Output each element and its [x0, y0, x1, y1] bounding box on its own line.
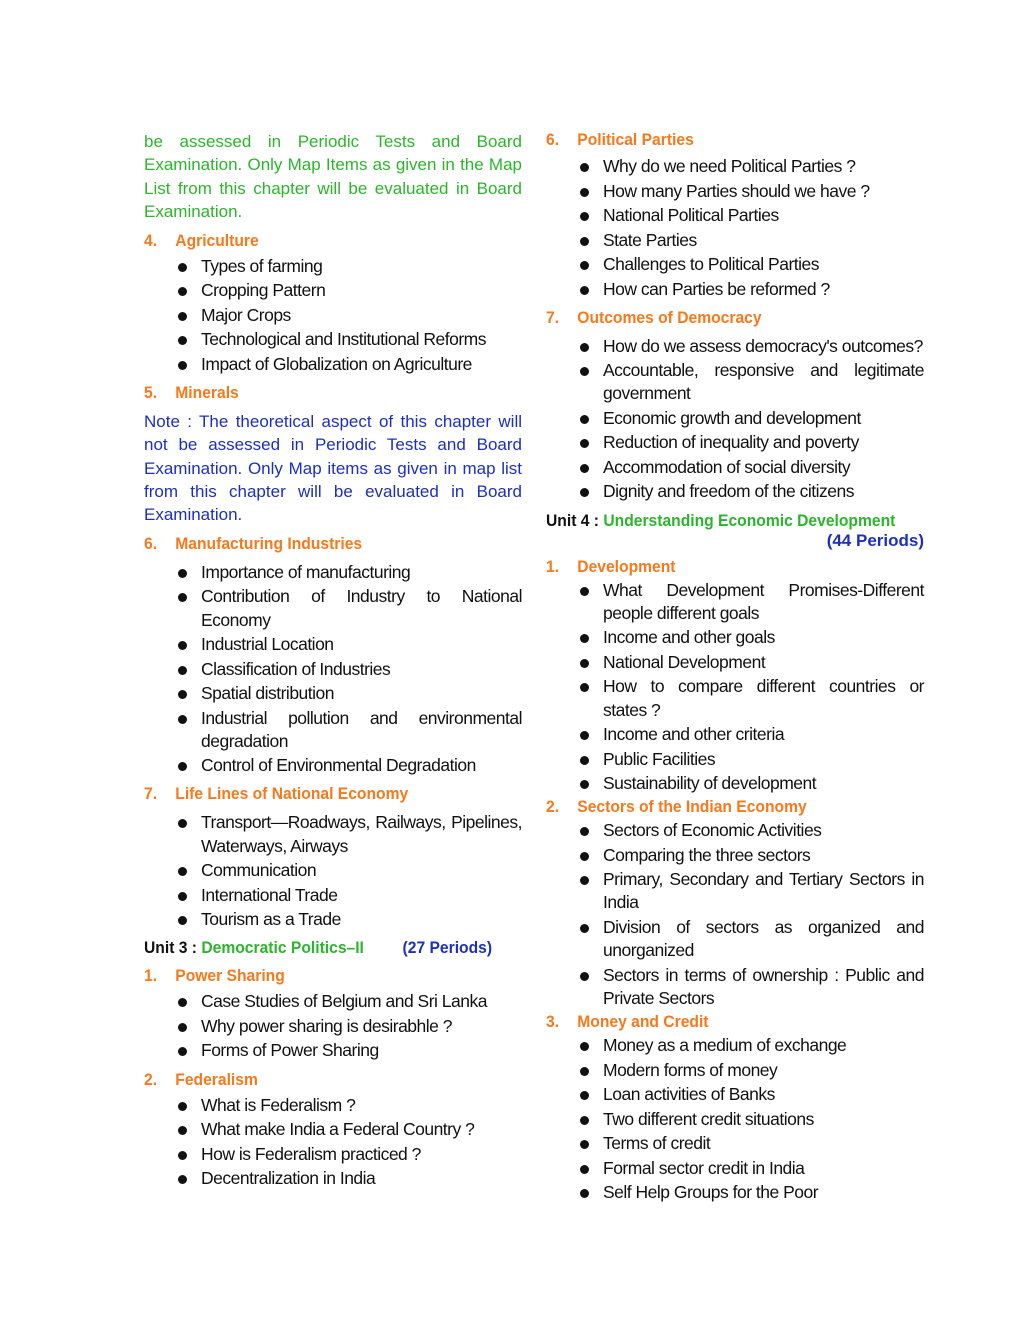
heading-number: 6.: [144, 533, 158, 553]
list-item-text: Tourism as a Trade: [201, 909, 341, 930]
bullet-icon: [580, 1165, 589, 1174]
bullet-icon: [580, 1189, 589, 1198]
heading-development: [546, 557, 894, 577]
list-item: [580, 748, 924, 771]
list-item: [178, 859, 522, 882]
bullet-icon: [178, 762, 187, 771]
list-item-text: Terms of credit: [603, 1133, 711, 1154]
list-item-text: Reduction of inequality and poverty: [603, 432, 859, 453]
list-item: [580, 868, 924, 914]
bullet-icon: [580, 827, 589, 836]
heading-number: 2.: [546, 797, 560, 817]
list-item-text: How is Federalism practiced ?: [201, 1143, 421, 1164]
list-item: [178, 884, 522, 907]
bullet-icon: [580, 163, 589, 172]
heading-federalism: [144, 1070, 492, 1090]
bullet-icon: [178, 867, 187, 876]
bullet-icon: [580, 488, 589, 497]
bullet-icon: [580, 972, 589, 981]
list-item-text: How to compare different countries or states ?: [603, 676, 924, 720]
bullet-icon: [178, 666, 187, 675]
list-item-text: Communication: [201, 860, 317, 881]
bullet-icon: [178, 1175, 187, 1184]
bullet-icon: [178, 263, 187, 272]
unit-label: Unit 4 :: [546, 510, 604, 530]
list-item: [580, 675, 924, 721]
list-item: [178, 1143, 522, 1166]
list-item: [580, 456, 924, 479]
list-item-text: Accommodation of social diversity: [603, 456, 851, 477]
list-item-text: Challenges to Political Parties: [603, 254, 820, 274]
bullet-icon: [580, 439, 589, 448]
list-item: [178, 908, 522, 931]
heading-number: 4.: [144, 230, 158, 250]
list-item-text: International Trade: [201, 884, 338, 905]
left-column: [144, 130, 522, 1192]
list-item-text: National Development: [603, 651, 766, 672]
list-item-text: How many Parties should we have ?: [603, 180, 870, 201]
list-item: [580, 204, 924, 227]
bullet-icon: [580, 659, 589, 668]
list-item: [178, 1015, 522, 1038]
heading-sectors: [546, 797, 894, 817]
list-item: [580, 1034, 924, 1057]
list-item: [580, 335, 924, 358]
list-item: [580, 407, 924, 430]
unit-4-heading: [546, 511, 894, 531]
bullet-icon: [178, 569, 187, 578]
bullet-icon: [178, 819, 187, 828]
bullet-icon: [178, 1023, 187, 1032]
list-item: [178, 328, 522, 351]
list-item-text: Public Facilities: [603, 748, 716, 769]
list-item-text: Types of farming: [201, 255, 323, 276]
unit-periods: (44 Periods): [826, 530, 924, 550]
heading-outcomes: [546, 308, 894, 328]
bullet-icon: [178, 1151, 187, 1160]
heading-title: Manufacturing Industries: [175, 533, 363, 553]
list-item: [178, 707, 522, 753]
heading-title: Money and Credit: [577, 1012, 709, 1032]
bullet-icon: [178, 998, 187, 1007]
list-item-text: Sectors in terms of ownership : Public and Private Sectors: [603, 964, 924, 1008]
bullet-icon: [580, 188, 589, 197]
list-item: [178, 353, 522, 376]
right-column: [546, 130, 924, 1206]
bullet-icon: [178, 312, 187, 321]
list-item-text: Self Help Groups for the Poor: [603, 1182, 819, 1203]
list-item: [580, 480, 924, 503]
list-item-text: Transport—Roadways, Railways, Pipelines, Waterways, Airways: [201, 812, 522, 856]
bullet-icon: [178, 916, 187, 925]
development-list: [546, 579, 924, 796]
list-item-text: Comparing the three sectors: [603, 844, 811, 865]
list-item: [580, 180, 924, 203]
list-item-text: Dignity and freedom of the citizens: [603, 481, 854, 502]
list-item-text: State Parties: [603, 229, 697, 250]
bullet-icon: [580, 212, 589, 221]
heading-number: 3.: [546, 1012, 560, 1032]
heading-title: Sectors of the Indian Economy: [577, 797, 807, 817]
list-item: [580, 1181, 924, 1204]
power-sharing-list: [144, 990, 522, 1062]
list-item-text: Spatial distribution: [201, 683, 334, 704]
list-item-text: Division of sectors as organized and unorganized: [603, 916, 924, 961]
heading-number: 5.: [144, 382, 158, 402]
list-item-text: How do we assess democracy's outcomes?: [603, 335, 923, 356]
list-item: [178, 754, 522, 777]
list-item: [178, 1167, 522, 1190]
bullet-icon: [580, 587, 589, 596]
intro-paragraph: be assessed in Periodic Tests and Board Examination. Only Map Items as given in the Map List from this chapter will be evaluated in Board Examination.: [144, 132, 522, 222]
heading-title: Life Lines of National Economy: [175, 784, 409, 804]
bullet-icon: [178, 1047, 187, 1056]
list-item-text: How can Parties be reformed ?: [603, 278, 830, 299]
list-item-text: What is Federalism ?: [201, 1094, 356, 1115]
list-item-text: Two different credit situations: [603, 1108, 814, 1129]
money-list: [546, 1034, 924, 1204]
heading-political-parties: [546, 130, 894, 150]
unit-title: Democratic Politics–II: [201, 938, 364, 958]
heading-title: Development: [577, 556, 676, 576]
heading-number: 2.: [144, 1069, 158, 1089]
bullet-icon: [178, 690, 187, 699]
list-item: [178, 633, 522, 656]
list-item: [580, 431, 924, 454]
sectors-list: [546, 819, 924, 1010]
unit-label: Unit 3 :: [144, 938, 202, 958]
bullet-icon: [580, 1042, 589, 1051]
list-item: [580, 278, 924, 301]
heading-title: Outcomes of Democracy: [577, 307, 762, 327]
list-item-text: Importance of manufacturing: [201, 561, 411, 582]
bullet-icon: [178, 641, 187, 650]
lifelines-list: [144, 811, 522, 931]
list-item: [580, 723, 924, 746]
heading-agriculture: [144, 231, 492, 251]
list-item: [178, 1039, 522, 1062]
bullet-icon: [580, 1067, 589, 1076]
heading-power-sharing: [144, 966, 492, 986]
list-item: [580, 155, 924, 178]
unit-periods: (27 Periods): [402, 938, 493, 958]
list-item: [580, 772, 924, 795]
list-item-text: Primary, Secondary and Tertiary Sectors in India: [603, 869, 924, 913]
list-item: [580, 916, 924, 962]
list-item-text: Cropping Pattern: [201, 280, 326, 301]
list-item-text: Income and other criteria: [603, 724, 785, 745]
list-item: [178, 304, 522, 327]
list-item-text: Why do we need Political Parties ?: [603, 156, 856, 176]
heading-number: 7.: [546, 307, 560, 327]
manufacturing-list: [144, 561, 522, 778]
bullet-icon: [580, 876, 589, 885]
heading-number: 1.: [546, 556, 560, 576]
list-item: [580, 253, 924, 276]
list-item: [178, 585, 522, 631]
bullet-icon: [580, 261, 589, 270]
bullet-icon: [580, 756, 589, 765]
bullet-icon: [580, 343, 589, 352]
bullet-icon: [178, 361, 187, 370]
political-parties-list: [546, 155, 924, 301]
bullet-icon: [178, 287, 187, 296]
bullet-icon: [178, 892, 187, 901]
list-item: [580, 844, 924, 867]
list-item-text: What make India a Federal Country ?: [201, 1119, 475, 1140]
list-item-text: Forms of Power Sharing: [201, 1040, 379, 1061]
list-item-text: Loan activities of Banks: [603, 1084, 775, 1105]
heading-money: [546, 1012, 894, 1032]
list-item: [580, 651, 924, 674]
list-item: [580, 1108, 924, 1131]
list-item: [580, 1157, 924, 1180]
list-item-text: Classification of Industries: [201, 658, 391, 679]
bullet-icon: [580, 924, 589, 933]
bullet-icon: [580, 415, 589, 424]
bullet-icon: [178, 715, 187, 724]
list-item-text: Industrial Location: [201, 634, 334, 655]
bullet-icon: [580, 1091, 589, 1100]
heading-number: 7.: [144, 784, 158, 804]
heading-title: Minerals: [175, 382, 239, 402]
agriculture-list: [144, 255, 522, 376]
list-item: [178, 561, 522, 584]
list-item: [580, 1059, 924, 1082]
bullet-icon: [178, 1102, 187, 1111]
heading-number: 1.: [144, 966, 158, 986]
list-item: [178, 255, 522, 278]
list-item-text: Case Studies of Belgium and Sri Lanka: [201, 991, 487, 1012]
list-item: [580, 819, 924, 842]
list-item-text: Modern forms of money: [603, 1059, 778, 1080]
list-item-text: Why power sharing is desirabhle ?: [201, 1015, 452, 1036]
bullet-icon: [580, 1140, 589, 1149]
heading-lifelines: [144, 784, 492, 804]
list-item: [178, 658, 522, 681]
list-item: [580, 579, 924, 625]
bullet-icon: [580, 852, 589, 861]
list-item-text: Accountable, responsive and legitimate government: [603, 360, 924, 404]
list-item-text: Formal sector credit in India: [603, 1157, 805, 1178]
bullet-icon: [178, 336, 187, 345]
list-item: [580, 229, 924, 252]
list-item-text: What Development Promises-Different people different goals: [603, 579, 924, 623]
list-item: [178, 811, 522, 857]
list-item: [178, 279, 522, 302]
bullet-icon: [580, 780, 589, 789]
note-paragraph: Note : The theoretical aspect of this chapter will not be assessed in Periodic Tests and Board Examination. Only Map items as given in map list from this chapter will be evaluated in Board Examination.: [144, 411, 522, 525]
list-item-text: Decentralization in India: [201, 1168, 376, 1189]
list-item: [580, 626, 924, 649]
heading-title: Political Parties: [577, 130, 694, 149]
heading-number: 6.: [546, 130, 560, 149]
heading-minerals: [144, 383, 492, 403]
heading-title: Agriculture: [175, 230, 259, 250]
list-item-text: Money as a medium of exchange: [603, 1035, 847, 1056]
list-item: [580, 1132, 924, 1155]
list-item: [178, 682, 522, 705]
list-item: [178, 1094, 522, 1117]
bullet-icon: [580, 634, 589, 643]
list-item: [178, 1118, 522, 1141]
list-item-text: National Political Parties: [603, 205, 779, 225]
bullet-icon: [178, 1126, 187, 1135]
list-item-text: Sustainability of development: [603, 773, 817, 794]
bullet-icon: [580, 1116, 589, 1125]
list-item-text: Sectors of Economic Activities: [603, 820, 822, 841]
list-item-text: Control of Environmental Degradation: [201, 755, 476, 776]
federalism-list: [144, 1094, 522, 1191]
heading-manufacturing: [144, 534, 492, 554]
bullet-icon: [580, 367, 589, 376]
list-item-text: Economic growth and development: [603, 407, 861, 428]
list-item: [580, 964, 924, 1010]
bullet-icon: [580, 464, 589, 473]
heading-title: Power Sharing: [175, 966, 285, 986]
list-item-text: Contribution of Industry to National Economy: [201, 586, 522, 630]
bullet-icon: [178, 593, 187, 602]
list-item: [178, 990, 522, 1013]
unit-title: Understanding Economic Development: [603, 510, 896, 530]
bullet-icon: [580, 286, 589, 295]
bullet-icon: [580, 731, 589, 740]
bullet-icon: [580, 237, 589, 246]
list-item: [580, 359, 924, 405]
list-item-text: Major Crops: [201, 304, 291, 325]
bullet-icon: [580, 683, 589, 692]
list-item-text: Income and other goals: [603, 627, 775, 648]
outcomes-list: [546, 335, 924, 504]
list-item-text: Technological and Institutional Reforms: [201, 329, 486, 350]
list-item: [580, 1083, 924, 1106]
heading-title: Federalism: [175, 1069, 258, 1089]
unit-3-heading: [144, 938, 492, 958]
list-item-text: Impact of Globalization on Agriculture: [201, 353, 472, 374]
list-item-text: Industrial pollution and environmental degradation: [201, 707, 522, 751]
